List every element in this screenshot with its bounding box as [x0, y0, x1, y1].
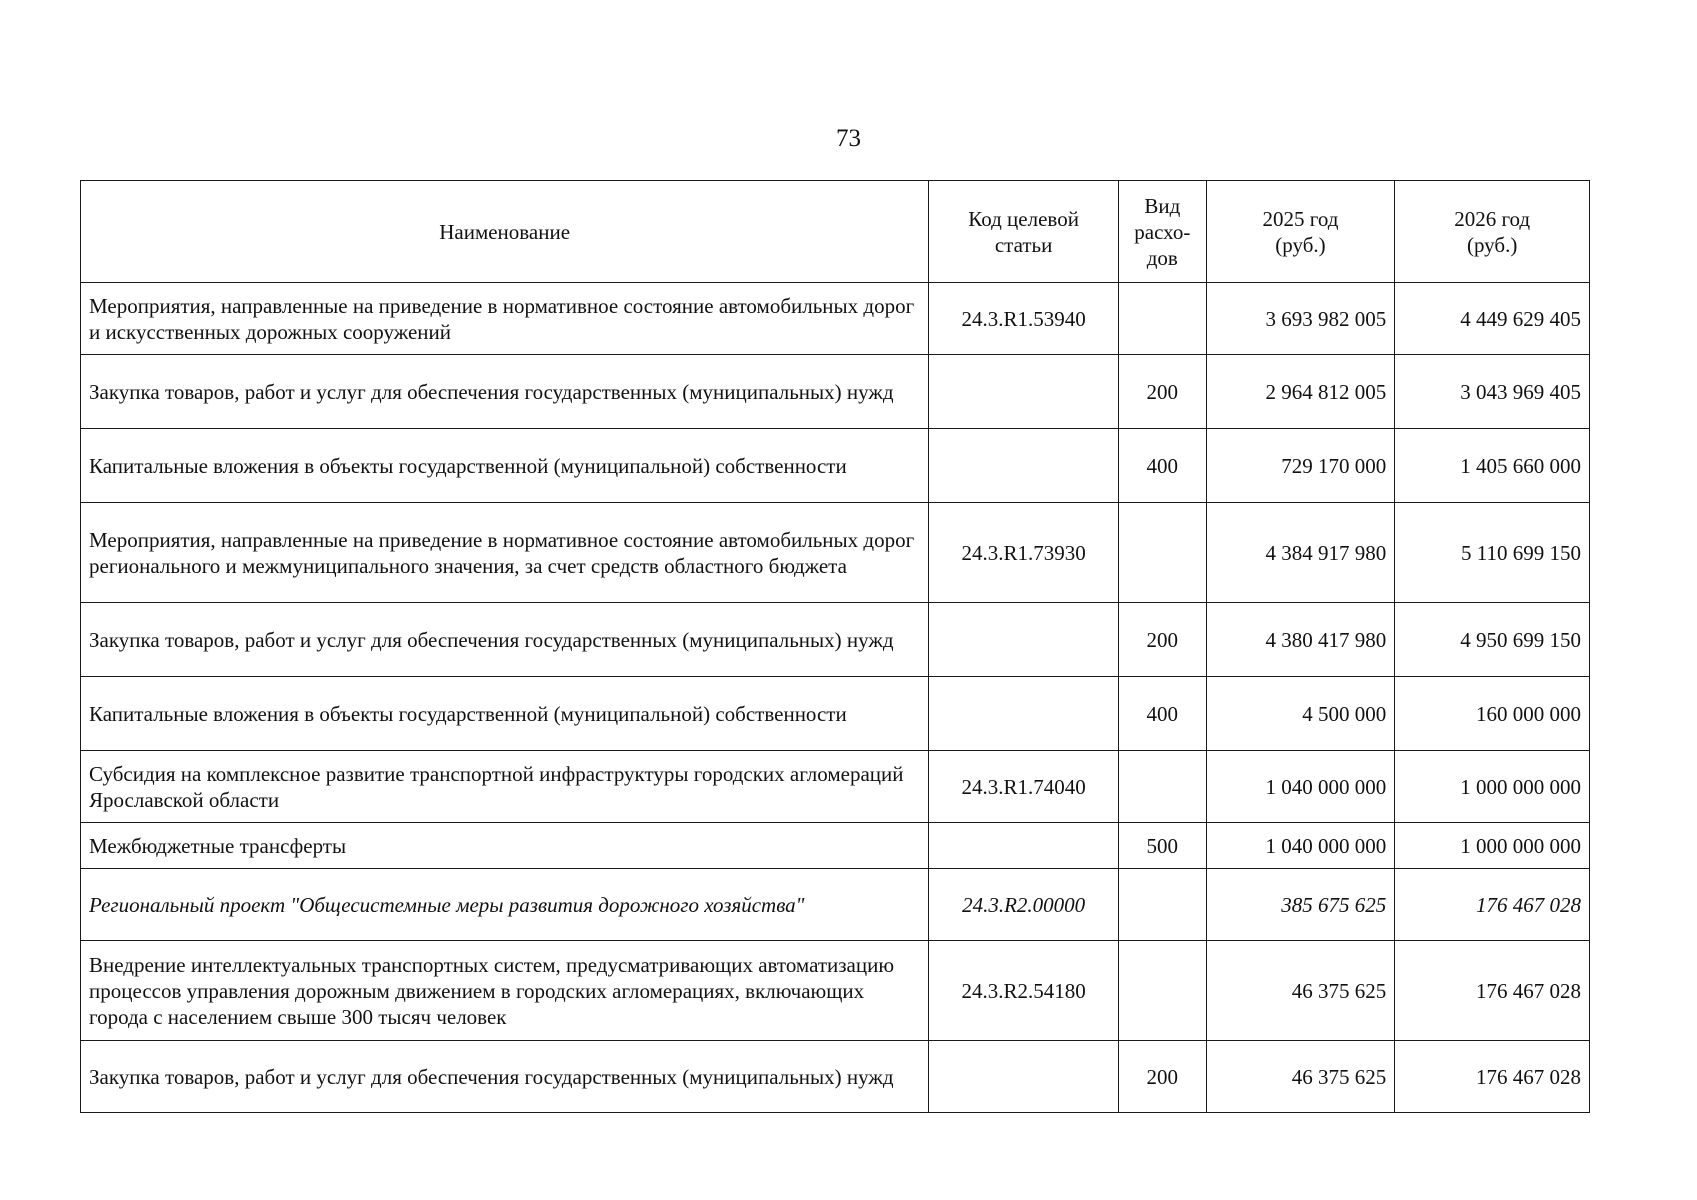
header-vid: Вид расхо- дов	[1118, 181, 1206, 283]
row-name: Региональный проект "Общесистемные меры развития дорожного хозяйства"	[81, 869, 929, 941]
row-2026: 176 467 028	[1395, 869, 1590, 941]
row-vid: 400	[1118, 677, 1206, 751]
row-2026: 5 110 699 150	[1395, 503, 1590, 603]
table-header-row	[81, 181, 1590, 283]
row-vid	[1118, 751, 1206, 823]
row-code	[929, 429, 1119, 503]
row-vid: 500	[1118, 823, 1206, 869]
row-2025: 4 500 000	[1206, 677, 1395, 751]
row-2026: 1 405 660 000	[1395, 429, 1590, 503]
row-2025: 46 375 625	[1206, 1041, 1395, 1113]
table-row	[81, 823, 1590, 869]
header-code: Код целевой статьи	[929, 181, 1119, 283]
row-code: 24.3.R1.53940	[929, 283, 1119, 355]
row-code: 24.3.R1.73930	[929, 503, 1119, 603]
row-vid: 200	[1118, 1041, 1206, 1113]
row-2026: 4 950 699 150	[1395, 603, 1590, 677]
row-vid: 400	[1118, 429, 1206, 503]
table-row	[81, 1041, 1590, 1113]
row-2025: 3 693 982 005	[1206, 283, 1395, 355]
row-code	[929, 823, 1119, 869]
row-code	[929, 677, 1119, 751]
header-2025: 2025 год (руб.)	[1206, 181, 1395, 283]
row-2025: 46 375 625	[1206, 941, 1395, 1041]
row-vid	[1118, 869, 1206, 941]
row-2025: 385 675 625	[1206, 869, 1395, 941]
row-2026: 176 467 028	[1395, 941, 1590, 1041]
row-2026: 1 000 000 000	[1395, 751, 1590, 823]
table-row	[81, 503, 1590, 603]
row-2026: 176 467 028	[1395, 1041, 1590, 1113]
table-row	[81, 941, 1590, 1041]
row-2025: 4 380 417 980	[1206, 603, 1395, 677]
header-name: Наименование	[81, 181, 929, 283]
row-name: Мероприятия, направленные на приведение в нормативное состояние автомобильных дорог регионального и межмуниципального значения, за счет средств областного бюджета	[81, 503, 929, 603]
row-code: 24.3.R1.74040	[929, 751, 1119, 823]
row-code	[929, 603, 1119, 677]
row-name: Субсидия на комплексное развитие транспортной инфраструктуры городских агломераций Ярославской области	[81, 751, 929, 823]
row-2026: 3 043 969 405	[1395, 355, 1590, 429]
row-2026: 160 000 000	[1395, 677, 1590, 751]
row-name: Закупка товаров, работ и услуг для обеспечения государственных (муниципальных) нужд	[81, 603, 929, 677]
row-2025: 1 040 000 000	[1206, 751, 1395, 823]
row-2026: 4 449 629 405	[1395, 283, 1590, 355]
row-2025: 1 040 000 000	[1206, 823, 1395, 869]
row-vid: 200	[1118, 603, 1206, 677]
table-row	[81, 355, 1590, 429]
row-vid	[1118, 283, 1206, 355]
row-2025: 4 384 917 980	[1206, 503, 1395, 603]
row-name: Капитальные вложения в объекты государственной (муниципальной) собственности	[81, 677, 929, 751]
table-row	[81, 429, 1590, 503]
row-code	[929, 1041, 1119, 1113]
row-code	[929, 355, 1119, 429]
row-2025: 729 170 000	[1206, 429, 1395, 503]
row-name: Внедрение интеллектуальных транспортных систем, предусматривающих автоматизацию процессов управления дорожным движением в городских агломерациях, включающих города с населением свыше 300 тысяч человек	[81, 941, 929, 1041]
table-row	[81, 677, 1590, 751]
row-name: Межбюджетные трансферты	[81, 823, 929, 869]
budget-table	[80, 180, 1590, 1113]
row-2026: 1 000 000 000	[1395, 823, 1590, 869]
row-name: Капитальные вложения в объекты государственной (муниципальной) собственности	[81, 429, 929, 503]
header-2026: 2026 год (руб.)	[1395, 181, 1590, 283]
table-row	[81, 869, 1590, 941]
row-2025: 2 964 812 005	[1206, 355, 1395, 429]
page-number: 73	[836, 125, 861, 152]
row-vid	[1118, 941, 1206, 1041]
row-code: 24.3.R2.00000	[929, 869, 1119, 941]
row-name: Мероприятия, направленные на приведение в нормативное состояние автомобильных дорог и искусственных дорожных сооружений	[81, 283, 929, 355]
row-name: Закупка товаров, работ и услуг для обеспечения государственных (муниципальных) нужд	[81, 355, 929, 429]
row-vid: 200	[1118, 355, 1206, 429]
table-row	[81, 603, 1590, 677]
table-row	[81, 751, 1590, 823]
table-row	[81, 283, 1590, 355]
row-name: Закупка товаров, работ и услуг для обеспечения государственных (муниципальных) нужд	[81, 1041, 929, 1113]
row-code: 24.3.R2.54180	[929, 941, 1119, 1041]
row-vid	[1118, 503, 1206, 603]
